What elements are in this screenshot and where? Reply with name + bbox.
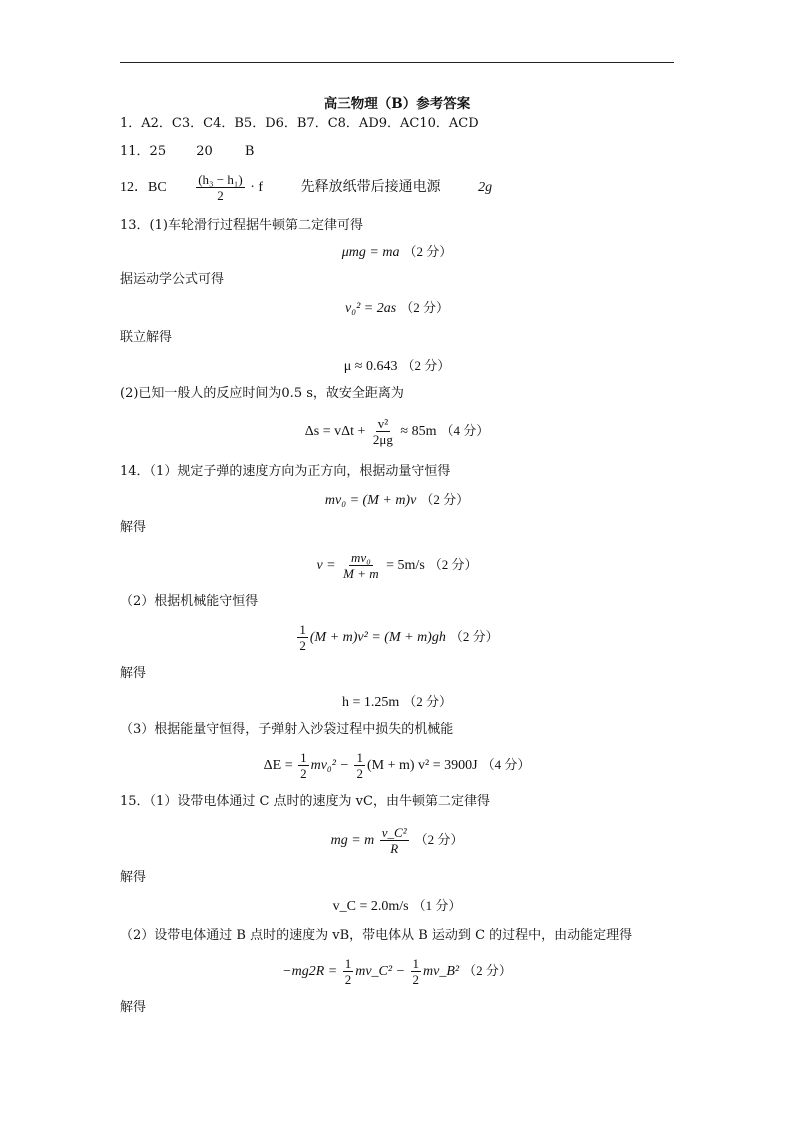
q13-eq2 — [0, 300, 794, 317]
q13-part2: (2)已知一般人的反应时间为0.5 s，故安全距离为 — [120, 386, 404, 401]
q15-eq1-lhs: mg = m — [330, 833, 375, 848]
q15-eq1-fraction — [380, 825, 409, 856]
q15-eq2-expr: v_C = 2.0m/s — [332, 899, 409, 914]
q14-eq2-den: M + m — [343, 566, 379, 582]
q13-text3: 联立解得 — [120, 330, 173, 345]
q14-eq5-f1-num: 1 — [300, 750, 307, 766]
answer-12-text: 先释放纸带后接通电源 — [300, 180, 441, 195]
answer-11-num: 11．25 — [120, 144, 167, 159]
q14-eq2-num: mv₀ — [351, 550, 371, 566]
q14-intro: 14．（1）规定子弹的速度方向为正方向，根据动量守恒得 — [120, 464, 451, 479]
answer-11 — [120, 144, 254, 160]
q14-eq5-mid: mv₀² − — [310, 758, 349, 773]
q13-eq1-expr: μmg = ma — [341, 245, 400, 260]
answer-12 — [120, 170, 492, 206]
page-title: 高三物理（B）参考答案 — [323, 96, 471, 112]
q14-eq5 — [0, 746, 794, 785]
q14-eq3-den: 2 — [299, 638, 306, 654]
q13-eq1-points: （2 分） — [403, 244, 453, 259]
answer-12-tail: · f — [250, 180, 264, 195]
q15-text2: 解得 — [120, 1000, 147, 1015]
q13-eq2-expr: v₀² = 2as — [345, 301, 397, 316]
q13-eq4-fraction — [371, 416, 395, 447]
q13-eq4-points: （4 分） — [440, 423, 490, 438]
q14-eq5-f2-num: 1 — [356, 750, 363, 766]
q15-eq3-points: （2 分） — [463, 963, 512, 978]
q14-text2: 解得 — [120, 666, 147, 681]
q15-eq2-points: （1 分） — [412, 898, 462, 913]
q15-eq1-den: R — [390, 841, 399, 857]
q13-eq4-rhs: ≈ 85m — [400, 424, 437, 439]
q14-eq2-fraction — [341, 550, 381, 581]
q14-eq5-fraction-1 — [298, 750, 309, 781]
q14-eq3-rest: (M + m)v² = (M + m)gh — [309, 630, 446, 645]
q13-eq4 — [0, 412, 794, 451]
q15-eq3-fraction-1 — [343, 956, 354, 987]
q14-eq2 — [0, 546, 794, 585]
q14-eq2-points: （2 分） — [428, 557, 478, 572]
q14-eq4-expr: h = 1.25m — [341, 695, 400, 710]
answer-11-b: B — [244, 144, 255, 159]
q13-eq2-points: （2 分） — [400, 300, 449, 315]
q14-eq3-num: 1 — [299, 622, 306, 638]
q14-eq1 — [0, 492, 794, 509]
q13-text2: 据运动学公式可得 — [120, 272, 225, 287]
q15-eq3-rhs: mv_B² — [423, 964, 460, 979]
q14-text1: 解得 — [120, 520, 147, 535]
q14-eq3-points: （2 分） — [449, 629, 499, 644]
q14-eq2-lhs: v = — [316, 558, 336, 573]
q14-eq3-fraction — [297, 622, 308, 653]
q13-eq1 — [0, 244, 794, 261]
answer-12-ans: 2g — [478, 180, 493, 195]
q14-eq5-rhs: (M + m) v² = 3900J — [366, 758, 478, 773]
q13-eq4-den: 2μg — [372, 432, 393, 448]
q14-eq5-lhs: ΔE = — [263, 758, 293, 773]
header-rule — [120, 62, 674, 63]
q13-eq4-lhs: Δs = vΔt + — [304, 424, 366, 439]
answer-12-frac-den: 2 — [217, 188, 224, 204]
q13-eq3 — [0, 358, 794, 375]
q13-eq3-expr: μ ≈ 0.643 — [343, 359, 398, 374]
q14-eq4-points: （2 分） — [403, 694, 453, 709]
q13-eq4-num: v² — [377, 416, 389, 432]
q15-eq1-points: （2 分） — [414, 832, 464, 847]
q14-part2: （2）根据机械能守恒得 — [120, 594, 259, 609]
q15-eq3-f2-num: 1 — [412, 956, 420, 972]
q15-text1: 解得 — [120, 870, 147, 885]
q14-eq2-rhs: = 5m/s — [386, 558, 425, 573]
q14-eq3 — [0, 618, 794, 657]
answer-12-num: 12．BC — [120, 180, 167, 195]
q15-eq1-num: v_C² — [381, 825, 407, 841]
q14-eq5-points: （4 分） — [481, 757, 531, 772]
q15-eq3-f1-num: 1 — [344, 956, 352, 972]
q14-eq4 — [0, 694, 794, 711]
q14-eq5-f2-den: 2 — [356, 766, 363, 782]
q13-intro: 13．(1)车轮滑行过程据牛顿第二定律可得 — [120, 218, 363, 233]
q14-part3: （3）根据能量守恒得，子弹射入沙袋过程中损失的机械能 — [120, 722, 454, 737]
q14-eq1-points: （2 分） — [420, 492, 470, 507]
answer-11-a: 20 — [196, 144, 213, 159]
q14-eq5-f1-den: 2 — [300, 766, 307, 782]
q15-eq2 — [0, 898, 794, 915]
answer-12-frac-num: (h₃ − h₁) — [198, 172, 243, 188]
answers-1-10: 1．A2．C3．C4．B5．D6．B7．C8．AD9．AC10．ACD — [120, 116, 479, 131]
q15-eq3-mid: mv_C² − — [355, 964, 406, 979]
q15-eq3-fraction-2 — [411, 956, 422, 987]
q14-eq1-expr: mv₀ = (M + m)v — [324, 493, 417, 508]
q15-part2: （2）设带电体通过 B 点时的速度为 vB，带电体从 B 运动到 C 的过程中，由动能定理得 — [120, 928, 633, 943]
q13-eq3-points: （2 分） — [401, 358, 451, 373]
q15-eq1 — [0, 820, 794, 861]
q15-eq3-f1-den: 2 — [344, 972, 352, 988]
q14-eq5-fraction-2 — [354, 750, 365, 781]
q15-intro: 15．（1）设带电体通过 C 点时的速度为 vC，由牛顿第二定律得 — [120, 794, 490, 809]
q15-eq3-lhs: −mg2R = — [282, 964, 338, 979]
q15-eq3-f2-den: 2 — [412, 972, 420, 988]
answer-12-fraction — [196, 172, 245, 203]
q15-eq3 — [0, 952, 794, 991]
